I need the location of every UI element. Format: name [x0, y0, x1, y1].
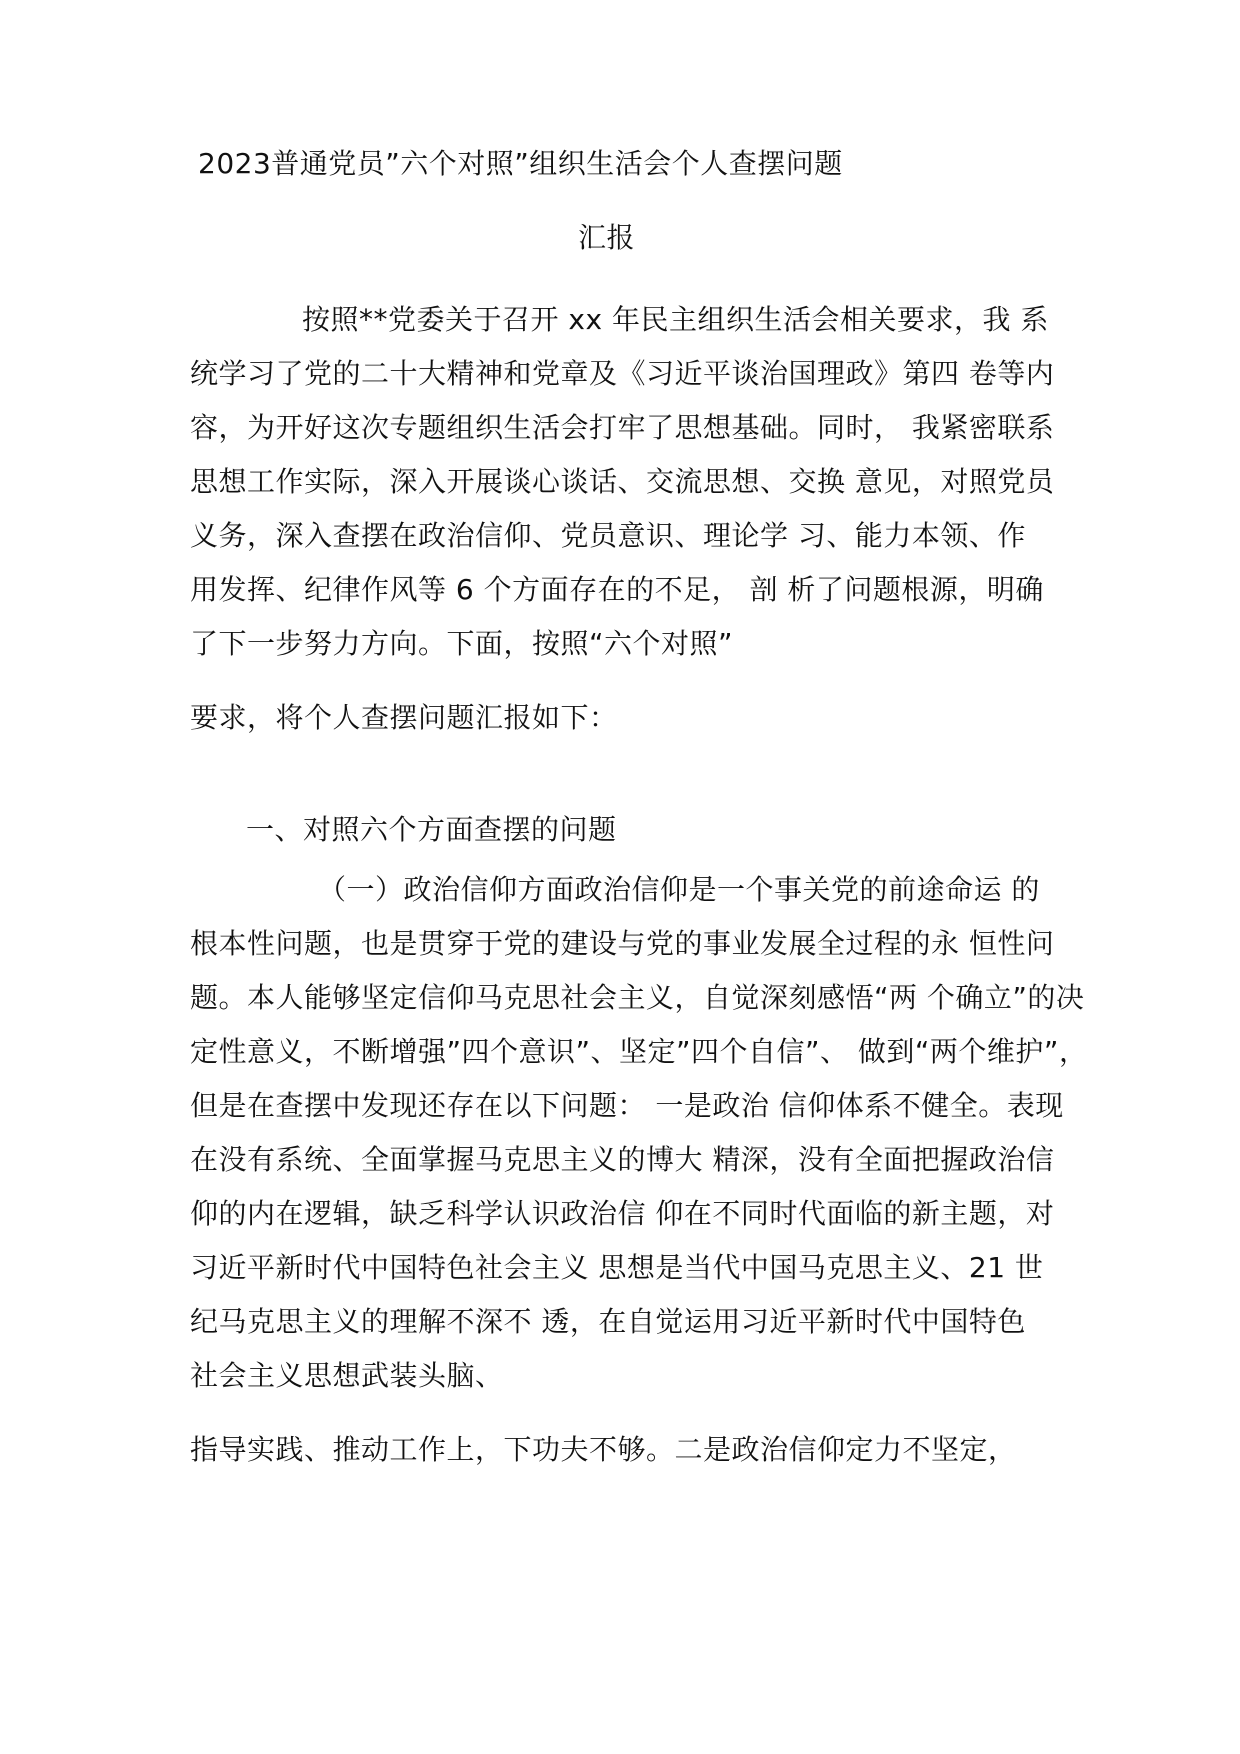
subsection-line: 纪马克思主义的理解不深不 透，在自觉运用习近平新时代中国特色 — [190, 1305, 1026, 1338]
intro-line: 按照**党委关于召开 xx 年民主组织生活会相关要求，我 系 — [302, 303, 1049, 336]
subsection-line: 在没有系统、全面掌握马克思主义的博大 精深，没有全面把握政治信 — [190, 1143, 1055, 1176]
subsection-line: 社会主义思想武装头脑、 — [190, 1359, 504, 1392]
subsection-line: 仰的内在逻辑，缺乏科学认识政治信 仰在不同时代面临的新主题，对 — [190, 1197, 1055, 1230]
document-title: 2023普通党员”六个对照”组织生活会个人查摆问题 — [198, 147, 843, 180]
intro-line: 思想工作实际，深入开展谈心谈话、交流思想、交换 意见，对照党员 — [190, 465, 1055, 498]
subsection-line: 习近平新时代中国特色社会主义 思想是当代中国马克思主义、21 世 — [190, 1251, 1044, 1284]
subsection-line-last: 指导实践、推动工作上，下功夫不够。二是政治信仰定力不坚定， — [190, 1433, 1017, 1466]
intro-line-last: 要求，将个人查摆问题汇报如下： — [190, 701, 618, 734]
intro-line: 容，为开好这次专题组织生活会打牢了思想基础。同时， 我紧密联系 — [190, 411, 1055, 444]
intro-line: 用发挥、纪律作风等 6 个方面存在的不足， 剖 析了问题根源，明确 — [190, 573, 1044, 606]
intro-line: 统学习了党的二十大精神和党章及《习近平谈治国理政》第四 卷等内 — [190, 357, 1055, 390]
subsection-line: （一）政治信仰方面政治信仰是一个事关党的前途命运 的 — [318, 873, 1040, 906]
intro-line: 义务，深入查摆在政治信仰、党员意识、理论学 习、能力本领、作 — [190, 519, 1026, 552]
section-heading: 一、对照六个方面查摆的问题 — [246, 813, 617, 846]
subsection-line: 定性意义，不断增强”四个意识”、坚定”四个自信”、 做到“两个维护”， — [190, 1035, 1088, 1068]
intro-line: 了下一步努力方向。下面，按照“六个对照” — [190, 627, 734, 660]
document-title-continued: 汇报 — [578, 221, 636, 254]
subsection-line: 根本性问题，也是贯穿于党的建设与党的事业发展全过程的永 恒性问 — [190, 927, 1055, 960]
subsection-line: 但是在查摆中发现还存在以下问题： 一是政治 信仰体系不健全。表现 — [190, 1089, 1064, 1122]
subsection-line: 题。本人能够坚定信仰马克思社会主义，自觉深刻感悟“两 个确立”的决 — [190, 981, 1085, 1014]
